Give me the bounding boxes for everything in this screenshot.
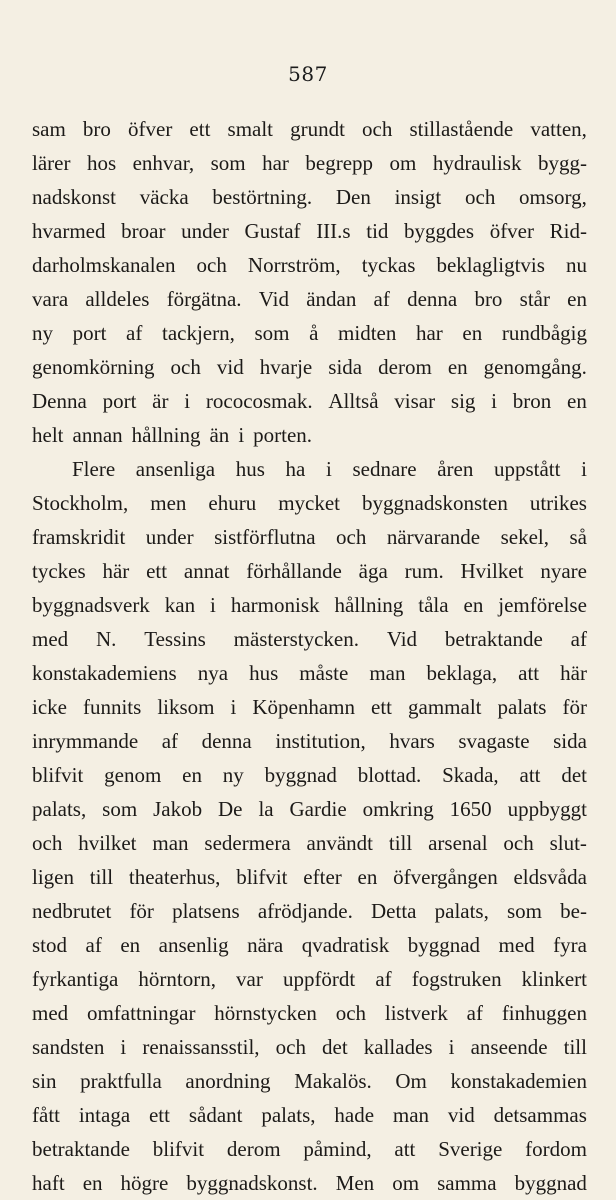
text-line: Denna port är i rococosmak. Alltså visar sig i bron en (32, 389, 587, 413)
text-line: fyrkantiga hörntorn, var uppfördt af fogstruken klinkert (32, 967, 587, 991)
text-line: betraktande blifvit derom påmind, att Sverige fordom (32, 1137, 587, 1161)
text-line: ligen till theaterhus, blifvit efter en öfvergången eldsvåda (32, 865, 587, 889)
text-line: framskridit under sistförflutna och närvarande sekel, så (32, 525, 587, 549)
text-line: inrymmande af denna institution, hvars svagaste sida (32, 729, 587, 753)
text-line: ny port af tackjern, som å midten har en rundbågig (32, 321, 587, 345)
text-line: nedbrutet för platsens afrödjande. Detta palats, som be- (32, 899, 587, 923)
text-line: darholmskanalen och Norrström, tyckas beklagligtvis nu (32, 253, 587, 277)
text-line: blifvit genom en ny byggnad blottad. Skada, att det (32, 763, 587, 787)
text-line: genomkörning och vid hvarje sida derom en genomgång. (32, 355, 587, 379)
text-line: Stockholm, men ehuru mycket byggnadskonsten utrikes (32, 491, 587, 515)
text-line: nadskonst väcka bestörtning. Den insigt och omsorg, (32, 185, 587, 209)
text-line: med N. Tessins mästerstycken. Vid betraktande af (32, 627, 587, 651)
text-line: och hvilket man sedermera användt till arsenal och slut- (32, 831, 587, 855)
text-line: tyckes här ett annat förhållande äga rum. Hvilket nyare (32, 559, 587, 583)
text-line: haft en högre byggnadskonst. Men om samma byggnad (32, 1171, 587, 1195)
text-line: med omfattningar hörnstycken och listverk af finhuggen (32, 1001, 587, 1025)
text-line: icke funnits liksom i Köpenhamn ett gammalt palats för (32, 695, 587, 719)
text-line: Flere ansenliga hus ha i sednare åren uppstått i (72, 457, 587, 481)
text-line: konstakademiens nya hus måste man beklaga, att här (32, 661, 587, 685)
text-line: helt annan hållning än i porten. (32, 423, 313, 447)
body-text (32, 112, 587, 1200)
page-number: 587 (288, 62, 328, 86)
text-line: palats, som Jakob De la Gardie omkring 1650 uppbyggt (32, 797, 587, 821)
text-line: vara alldeles förgätna. Vid ändan af denna bro står en (32, 287, 587, 311)
text-line: sandsten i renaissansstil, och det kallades i anseende till (32, 1035, 587, 1059)
text-line: sam bro öfver ett smalt grundt och stillastående vatten, (32, 117, 587, 141)
text-line: sin praktfulla anordning Makalös. Om konstakademien (32, 1069, 587, 1093)
text-line: byggnadsverk kan i harmonisk hållning tåla en jemförelse (32, 593, 587, 617)
text-line: lärer hos enhvar, som har begrepp om hydraulisk bygg- (32, 151, 587, 175)
text-line: hvarmed broar under Gustaf III.s tid byggdes öfver Rid- (32, 219, 587, 243)
text-line: fått intaga ett sådant palats, hade man vid detsammas (32, 1103, 587, 1127)
text-line: stod af en ansenlig nära qvadratisk byggnad med fyra (32, 933, 587, 957)
